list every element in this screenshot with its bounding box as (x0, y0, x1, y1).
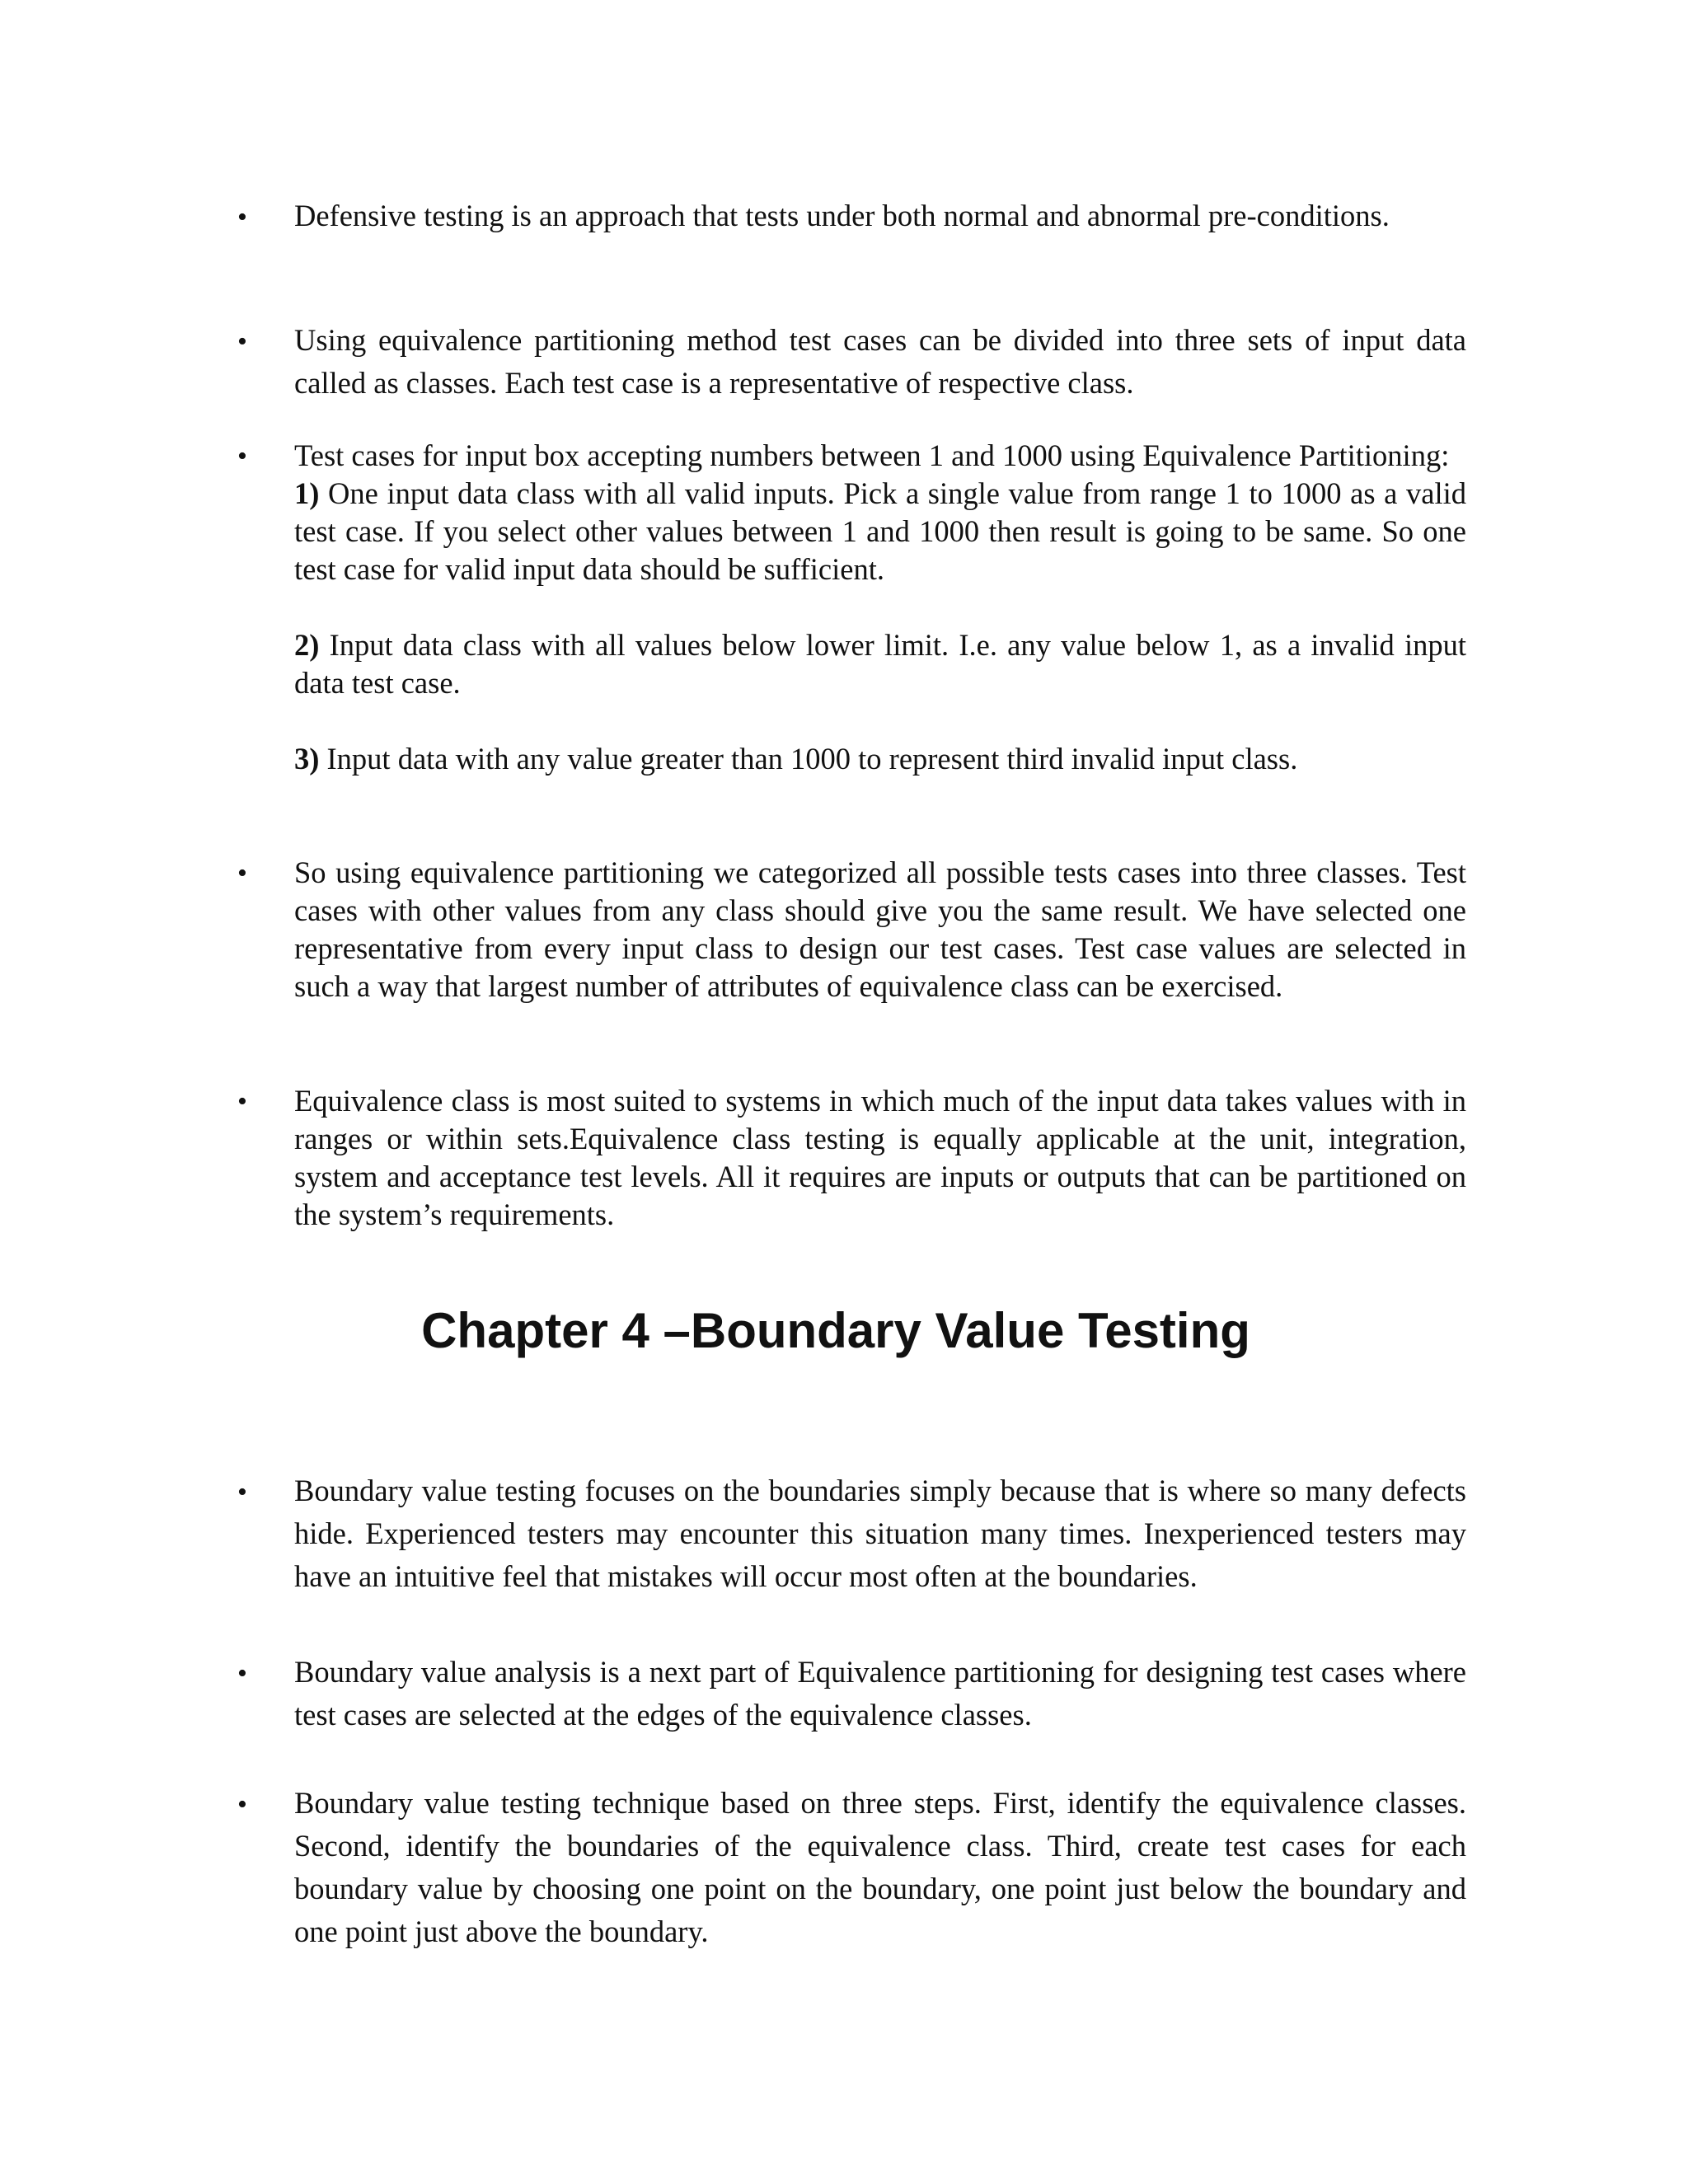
item-text: Input data with any value greater than 1000 to represent third invalid input class. (326, 742, 1298, 776)
bullet-categorized-classes (294, 854, 1466, 1005)
bullet-marker: • (237, 1477, 247, 1507)
paragraph-text: Boundary value analysis is a next part of Equivalence partitioning for designing test cases where test cases are selected at the edges of the equivalence classes. (294, 1655, 1466, 1732)
item-text: One input data class with all valid inputs. Pick a single value from range 1 to 1000 as a valid test case. If you select other values between 1 and 1000 then result is going to be same. So one test case for valid input data should be sufficient. (294, 476, 1466, 586)
paragraph-text: Using equivalence partitioning method test cases can be divided into three sets of input data called as classes. Each test case is a representative of respective class. (294, 323, 1466, 400)
bullet-marker: • (237, 326, 247, 357)
bullet-marker: • (237, 858, 247, 888)
paragraph-text: Boundary value testing technique based on three steps. First, identify the equivalence classes. Second, identify the boundaries of the equivalence class. Third, create test cases for each boundary value by choosing one point on the boundary, one point just below the boundary and one point just above the boundary. (294, 1786, 1466, 1948)
bullet-input-box-test-cases (294, 437, 1466, 778)
bullet-marker: • (237, 1658, 247, 1689)
paragraph-text: Equivalence class is most suited to systems in which much of the input data takes values with in ranges or within sets.Equivalence class testing is equally applicable at the unit, integration, system and acceptance test levels. All it requires are inputs or outputs that can be partitioned on the system’s requirements. (294, 1084, 1466, 1231)
bullet-defensive-testing (294, 194, 1466, 237)
bullet-equivalence-class-suitability (294, 1082, 1466, 1234)
paragraph-text: So using equivalence partitioning we categorized all possible tests cases into three classes. Test cases with other values from any class should give you the same result. We have selected one representative from every input class to design our test cases. Test case values are selected in such a way that largest number of attributes of equivalence class can be exercised. (294, 855, 1466, 1003)
bullet-marker: • (237, 441, 247, 471)
bullet-marker: • (237, 1086, 247, 1117)
bullet-boundary-technique-steps (294, 1782, 1466, 1953)
chapter-title: Chapter 4 –Boundary Value Testing (421, 1303, 1250, 1358)
bullet-boundary-focus (294, 1469, 1466, 1598)
paragraph-intro: Test cases for input box accepting numbers between 1 and 1000 using Equivalence Partitioning: (294, 438, 1450, 472)
item-number: 3) (294, 742, 320, 776)
bullet-boundary-analysis (294, 1651, 1466, 1736)
numbered-item-2 (294, 626, 1466, 702)
bullet-equivalence-partitioning (294, 319, 1466, 405)
bullet-marker: • (237, 202, 247, 232)
item-number: 1) (294, 476, 320, 510)
item-number: 2) (294, 628, 320, 662)
numbered-item-3 (294, 740, 1466, 778)
item-text: Input data class with all values below lower limit. I.e. any value below 1, as a invalid input data test case. (294, 628, 1466, 700)
paragraph-text: Boundary value testing focuses on the boundaries simply because that is where so many defects hide. Experienced testers may encounter this situation many times. Inexperienced testers may have an intuitive feel that mistakes will occur most often at the boundaries. (294, 1474, 1466, 1593)
bullet-marker: • (237, 1789, 247, 1820)
paragraph-text: Defensive testing is an approach that tests under both normal and abnormal pre-conditions. (294, 199, 1390, 232)
numbered-item-1 (294, 475, 1466, 588)
